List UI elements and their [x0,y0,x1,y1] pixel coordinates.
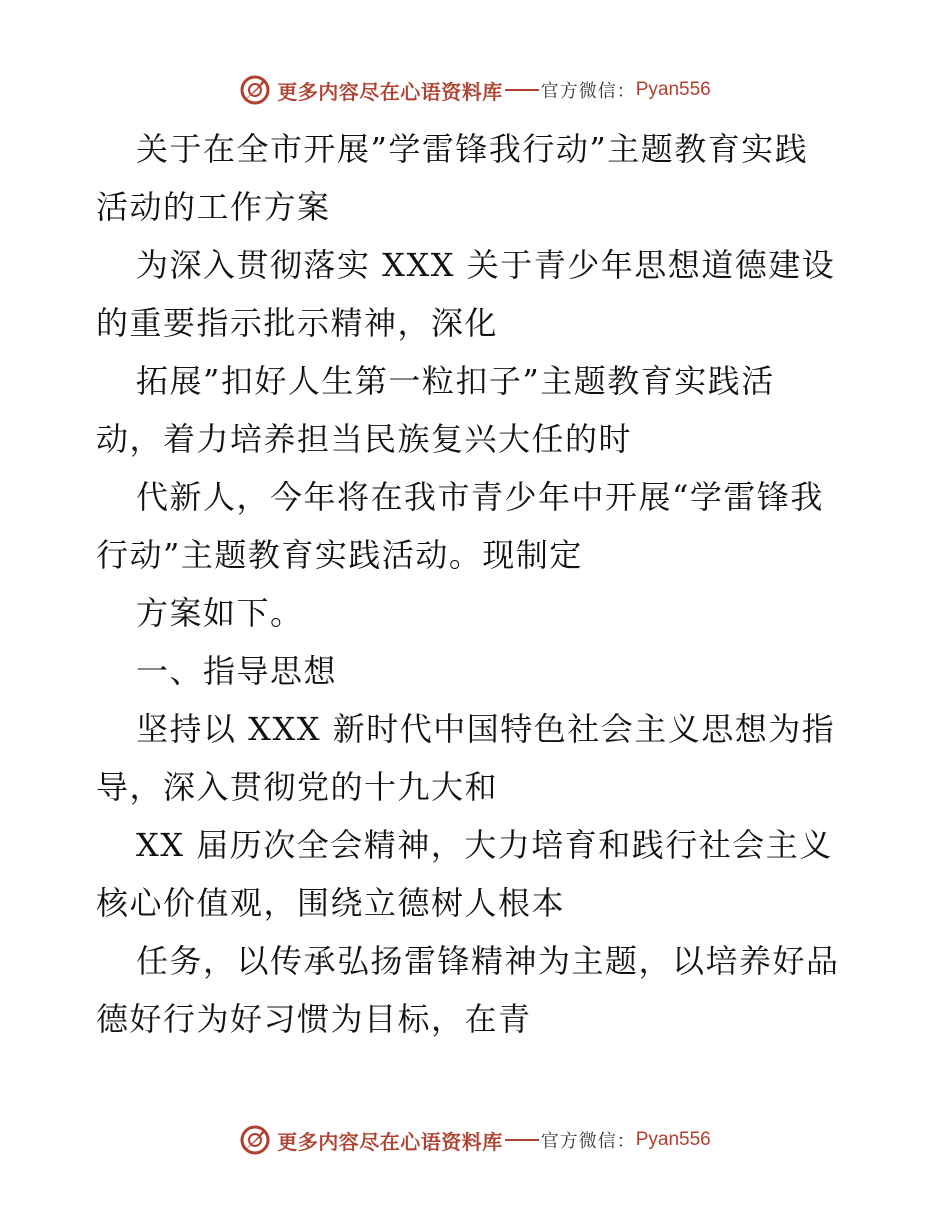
paragraph-line: 为深入贯彻落实 XXX 关于青少年思想道德建设 [136,246,836,284]
banner-site-text: 更多内容尽在心语资料库 [277,79,503,104]
paragraph-line: 任务，以传承弘扬雷锋精神为主题，以培养好品 [136,942,840,980]
header-banner [0,70,950,110]
logo-icon [239,74,271,106]
banner-wechat-id: Pyan556 [635,1129,711,1150]
banner-official-text: 官方微信： [540,81,636,102]
logo-icon [239,1124,271,1156]
paragraph-line: 动，着力培养担当民族复兴大任的时 [96,420,633,458]
paragraph-line: 方案如下。 [136,594,304,632]
paragraph-line: 核心价值观，围绕立德树人根本 [96,884,566,922]
banner-official-text: 官方微信： [540,1131,636,1152]
paragraph-line: 坚持以 XXX 新时代中国特色社会主义思想为指 [136,710,836,748]
paragraph-line: 代新人，今年将在我市青少年中开展“学雷锋我 [136,478,824,516]
title-line-2: 活动的工作方案 [96,188,331,226]
paragraph-line: 德好行为好习惯为目标，在青 [96,1000,532,1038]
section-heading: 一、指导思想 [136,652,338,690]
paragraph-line: XX 届历次全会精神，大力培育和践行社会主义 [136,826,833,864]
banner-dash [505,1139,539,1141]
paragraph-line: 的重要指示批示精神，深化 [96,304,499,342]
paragraph-line: 导，深入贯彻党的十九大和 [96,768,499,806]
banner-site-text: 更多内容尽在心语资料库 [277,1129,503,1154]
footer-banner [0,1120,950,1160]
banner-dash [505,89,539,91]
paragraph-line: 行动”主题教育实践活动。现制定 [96,536,583,574]
banner-wechat-id: Pyan556 [635,79,711,100]
paragraph-line: 拓展”扣好人生第一粒扣子”主题教育实践活 [136,362,775,400]
title-line-1: 关于在全市开展”学雷锋我行动”主题教育实践 [136,130,809,168]
document-body [96,120,876,1048]
